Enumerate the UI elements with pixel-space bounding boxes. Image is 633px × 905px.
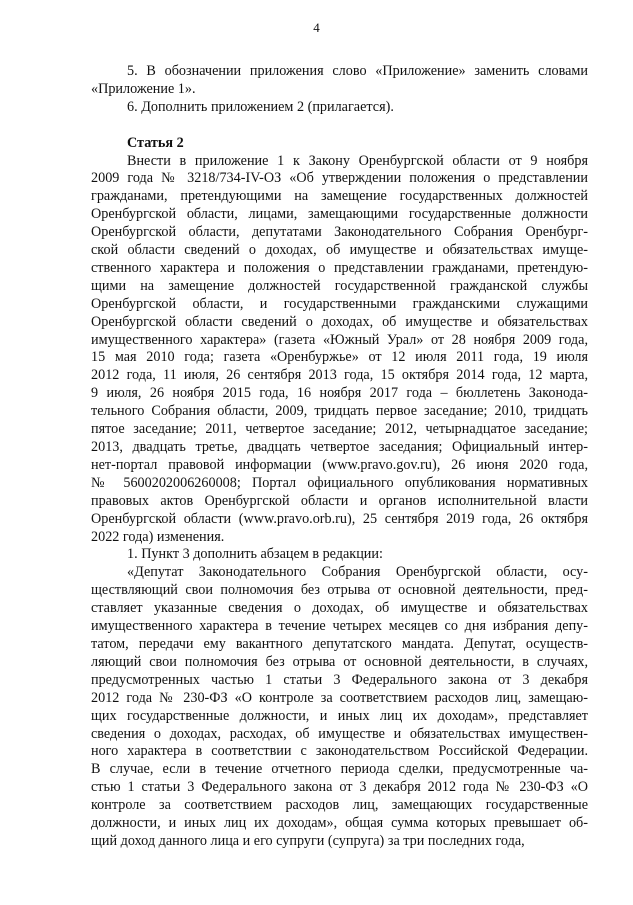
paragraph-line: Оренбургской области сведений о доходах, об имуществе и обязательствах — [91, 313, 588, 330]
paragraph-line: щими на замещение должностей государственной гражданской службы — [91, 277, 588, 294]
document-body — [91, 63, 588, 851]
paragraph-line: правовых актов Оренбургской области и органов исполнительной власти — [91, 492, 588, 509]
paragraph-line: 2012 года, 11 июля, 26 сентября 2013 года, 15 октября 2014 года, 12 марта, — [91, 367, 588, 384]
paragraph-line: предусмотренных частью 1 статьи 3 Федерального закона от 3 декабря — [91, 671, 588, 688]
paragraph-line: «Приложение 1». — [91, 80, 196, 97]
paragraph-line: ществляющий свои полномочия без отрыва от основной деятельности, пред- — [91, 582, 588, 599]
page-number: 4 — [313, 20, 320, 35]
paragraph-line: стью 1 статьи 3 Федерального закона от 3 декабря 2012 года № 230-ФЗ «О — [91, 779, 588, 796]
paragraph-gap — [91, 117, 588, 135]
paragraph-line: имущественного характера в течение четырех месяцев со дня избрания депу- — [91, 618, 588, 635]
paragraph-line: Оренбургской области, депутатами Законодательного Собрания Оренбург- — [91, 224, 588, 241]
paragraph-line: ного характера в соответствии с законодательством Российской Федерации. — [91, 743, 588, 760]
paragraph-line: Оренбургской области (www.pravo.orb.ru), 25 сентября 2019 года, 26 октября — [91, 510, 588, 527]
paragraph-line: контроле за соответствием расходов лиц, замещающих государственные — [91, 797, 588, 814]
paragraph-line: «Депутат Законодательного Собрания Оренбургской области, осу- — [127, 564, 588, 581]
paragraph-line: имущественного характера» (газета «Южный Урал» от 28 ноября 2009 года, — [91, 331, 588, 348]
paragraph-line: сведения о доходах, расходах, об имуществе и обязательствах имуществен- — [91, 725, 588, 742]
paragraph-line: пятое заседание; 2011, четвертое заседание; 2012, четырнадцатое заседание; — [91, 421, 588, 438]
paragraph-line: Внести в приложение 1 к Закону Оренбургской области от 9 ноября — [127, 152, 588, 169]
paragraph-line: нет-портал правовой информации (www.pravo.gov.ru), 26 июня 2020 года, — [91, 456, 588, 473]
paragraph-line: ставляет указанные сведения о доходах, об имуществе и обязательствах — [91, 600, 588, 617]
paragraph-line: щий доход данного лица и его супруги (супруга) за три последних года, — [91, 832, 525, 849]
paragraph-line: гражданами, претендующими на замещение государственных должностей — [91, 188, 588, 205]
paragraph-line: № 5600202006260008; Портал официального опубликования нормативных — [91, 474, 588, 491]
paragraph-line: ляющий свои полномочия без отрыва от основной деятельности, в случаях, — [91, 653, 588, 670]
paragraph-line: щих государственные должности, и иных лиц их доходам», представляет — [91, 707, 588, 724]
paragraph-line: 2022 года) изменения. — [91, 528, 225, 545]
article-body — [91, 153, 588, 547]
paragraph-line: 6. Дополнить приложением 2 (прилагается). — [127, 98, 394, 115]
paragraph-line: 5. В обозначении приложения слово «Приложение» заменить словами — [127, 63, 588, 79]
paragraph-line: 2012 года № 230-ФЗ «О контроле за соответствием расходов лиц, замещаю- — [91, 689, 588, 706]
paragraph-line: ской области сведений о доходах, об имуществе и обязательствах имуще- — [91, 242, 588, 259]
article-heading: Статья 2 — [127, 134, 184, 151]
paragraph-line: тельного Собрания области, 2009, тридцать первое заседание; 2010, тридцать — [91, 403, 588, 420]
paragraph-line: ственного характера и положения о представлении гражданами, претендую- — [91, 259, 588, 276]
paragraph-line: Оренбургской области, лицами, замещающими государственные должности — [91, 206, 588, 223]
paragraph-line: В случае, если в течение отчетного периода сделки, предусмотренные ча- — [91, 761, 588, 778]
paragraph-line: 15 мая 2010 года; газета «Оренбуржье» от 12 июля 2011 года, 19 июля — [91, 349, 588, 366]
point-1-line: 1. Пункт 3 дополнить абзацем в редакции: — [127, 546, 383, 563]
quote-body — [91, 564, 588, 851]
paragraph-line: татом, передачи ему вакантного депутатского мандата. Депутат, осуществ- — [91, 635, 588, 652]
paragraph-line: 2013, двадцать третье, двадцать четвертое заседания; Официальный интер- — [91, 439, 588, 456]
paragraph-line: Оренбургской области, и государственными гражданскими служащими — [91, 295, 588, 312]
paragraph-line: должности, и иных лиц их доходам», общая сумма которых превышает об- — [91, 815, 588, 832]
paragraph-line: 9 июля, 26 ноября 2015 года, 16 ноября 2017 года – бюллетень Законода- — [91, 385, 588, 402]
paragraph-line: 2009 года № 3218/734-IV-ОЗ «Об утверждении положения о представлении — [91, 170, 588, 187]
